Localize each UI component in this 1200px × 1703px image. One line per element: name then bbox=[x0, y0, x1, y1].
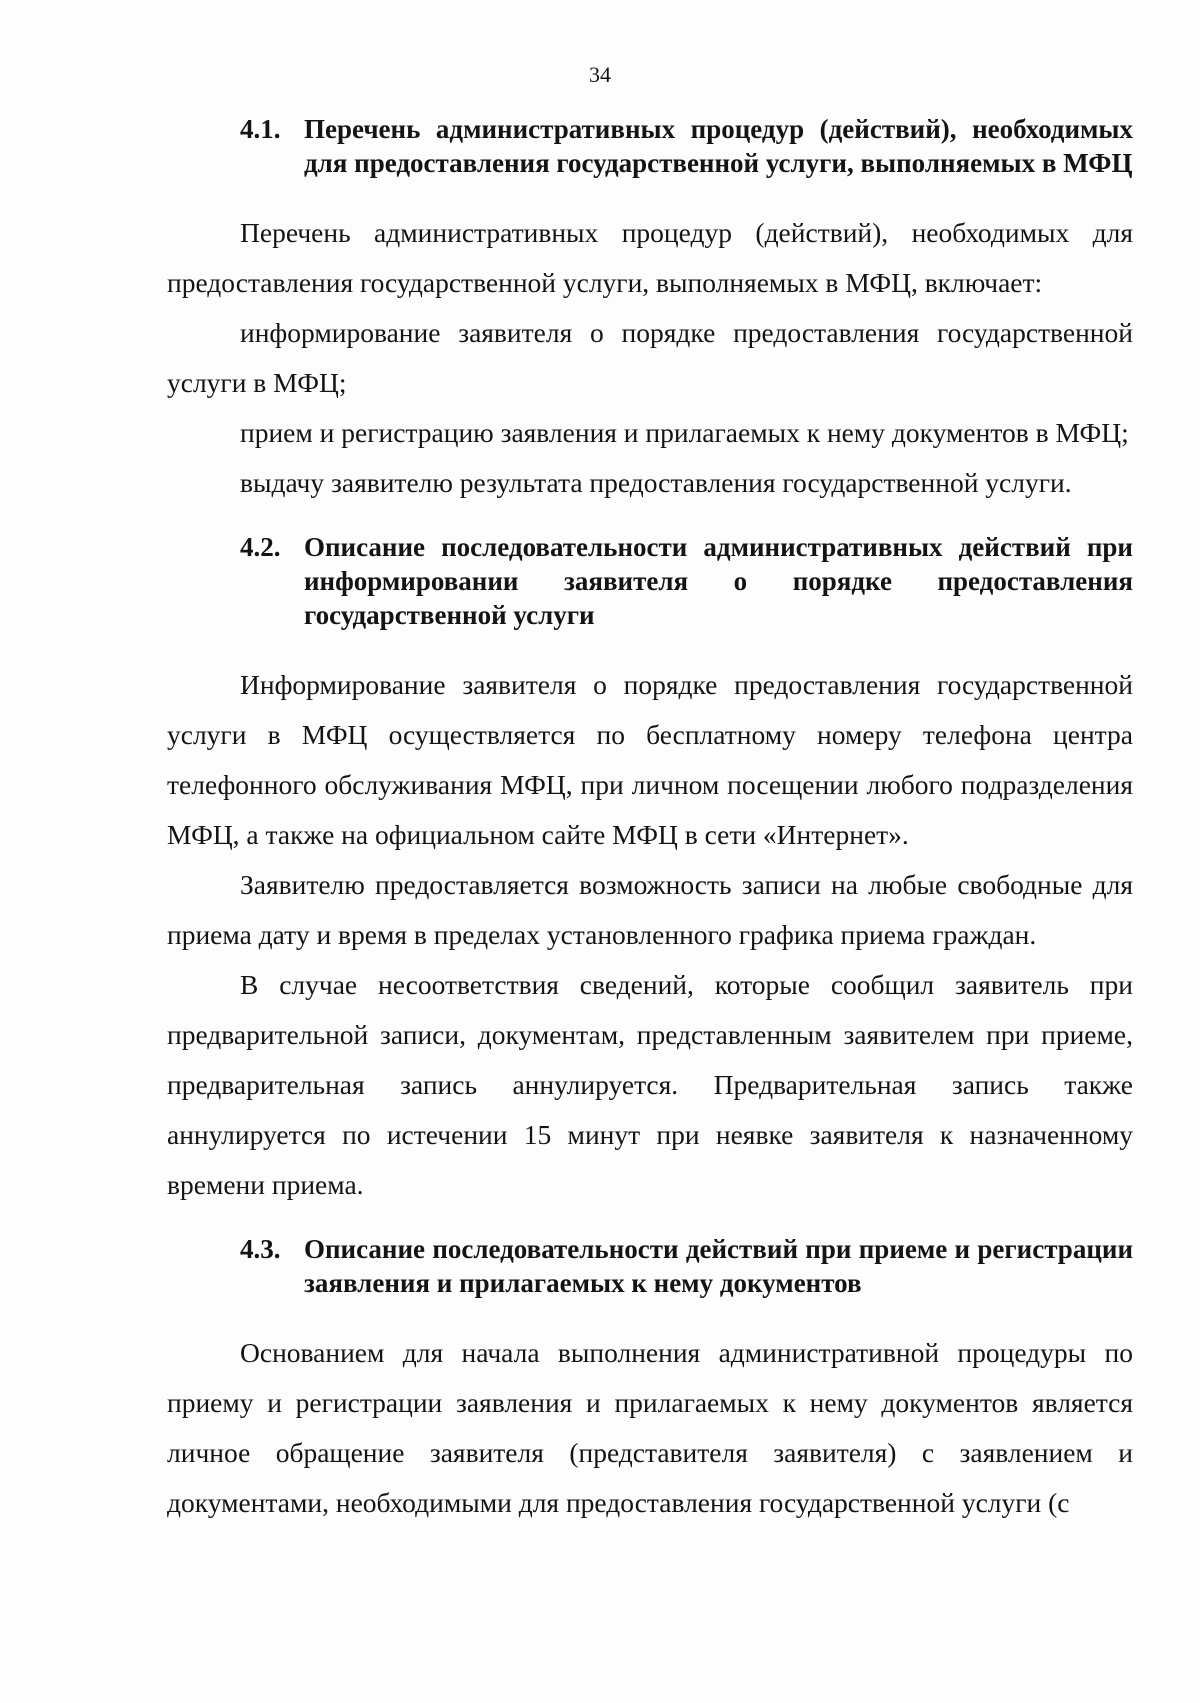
section-4-3 bbox=[167, 1232, 1133, 1528]
paragraph: информирование заявителя о порядке предоставления государственной услуги в МФЦ; bbox=[167, 317, 1133, 398]
section-title: Описание последовательности действий при приеме и регистрации заявления и прилагаемых к нему документов bbox=[304, 1234, 1133, 1298]
document-body bbox=[167, 112, 1133, 1528]
section-heading bbox=[167, 1232, 1133, 1300]
section-title: Описание последовательности административных действий при информировании заявителя о порядке предоставления государственной услуги bbox=[304, 532, 1133, 630]
section-title: Перечень административных процедур (действий), необходимых для предоставления государственной услуги, выполняемых в МФЦ bbox=[304, 114, 1133, 178]
section-4-2 bbox=[167, 530, 1133, 1210]
paragraph: Перечень административных процедур (действий), необходимых для предоставления государственной услуги, выполняемых в МФЦ, включает: bbox=[167, 217, 1133, 298]
section-heading bbox=[167, 530, 1133, 632]
paragraph: прием и регистрацию заявления и прилагаемых к нему документов в МФЦ; bbox=[240, 417, 1129, 448]
paragraph: выдачу заявителю результата предоставления государственной услуги. bbox=[240, 467, 1072, 498]
section-spacer bbox=[167, 508, 1133, 530]
section-4-1 bbox=[167, 112, 1133, 508]
section-number: 4.2. bbox=[240, 532, 281, 562]
paragraph: Информирование заявителя о порядке предоставления государственной услуги в МФЦ осуществляется по бесплатному номеру телефона центра телефонного обслуживания МФЦ, при личном посещении любого подразделения МФЦ, а также на официальном сайте МФЦ в сети «Интернет». bbox=[167, 669, 1133, 850]
section-spacer bbox=[167, 1210, 1133, 1232]
section-heading bbox=[167, 112, 1133, 180]
paragraph: В случае несоответствия сведений, которые сообщил заявитель при предварительной записи, документам, представленным заявителем при приеме, предварительная запись аннулируется. Предварительная запись также аннулируется по истечении 15 минут при неявке заявителя к назначенному времени приема. bbox=[167, 969, 1133, 1200]
paragraph: Основанием для начала выполнения административной процедуры по приему и регистрации заявления и прилагаемых к нему документов является личное обращение заявителя (представителя заявителя) с заявлением и документами, необходимыми для предоставления государственной услуги (с bbox=[167, 1337, 1133, 1518]
section-number: 4.1. bbox=[240, 114, 281, 144]
page-number: 34 bbox=[589, 62, 611, 87]
section-number: 4.3. bbox=[240, 1234, 281, 1264]
paragraph: Заявителю предоставляется возможность записи на любые свободные для приема дату и время в пределах установленного графика приема граждан. bbox=[167, 869, 1133, 950]
